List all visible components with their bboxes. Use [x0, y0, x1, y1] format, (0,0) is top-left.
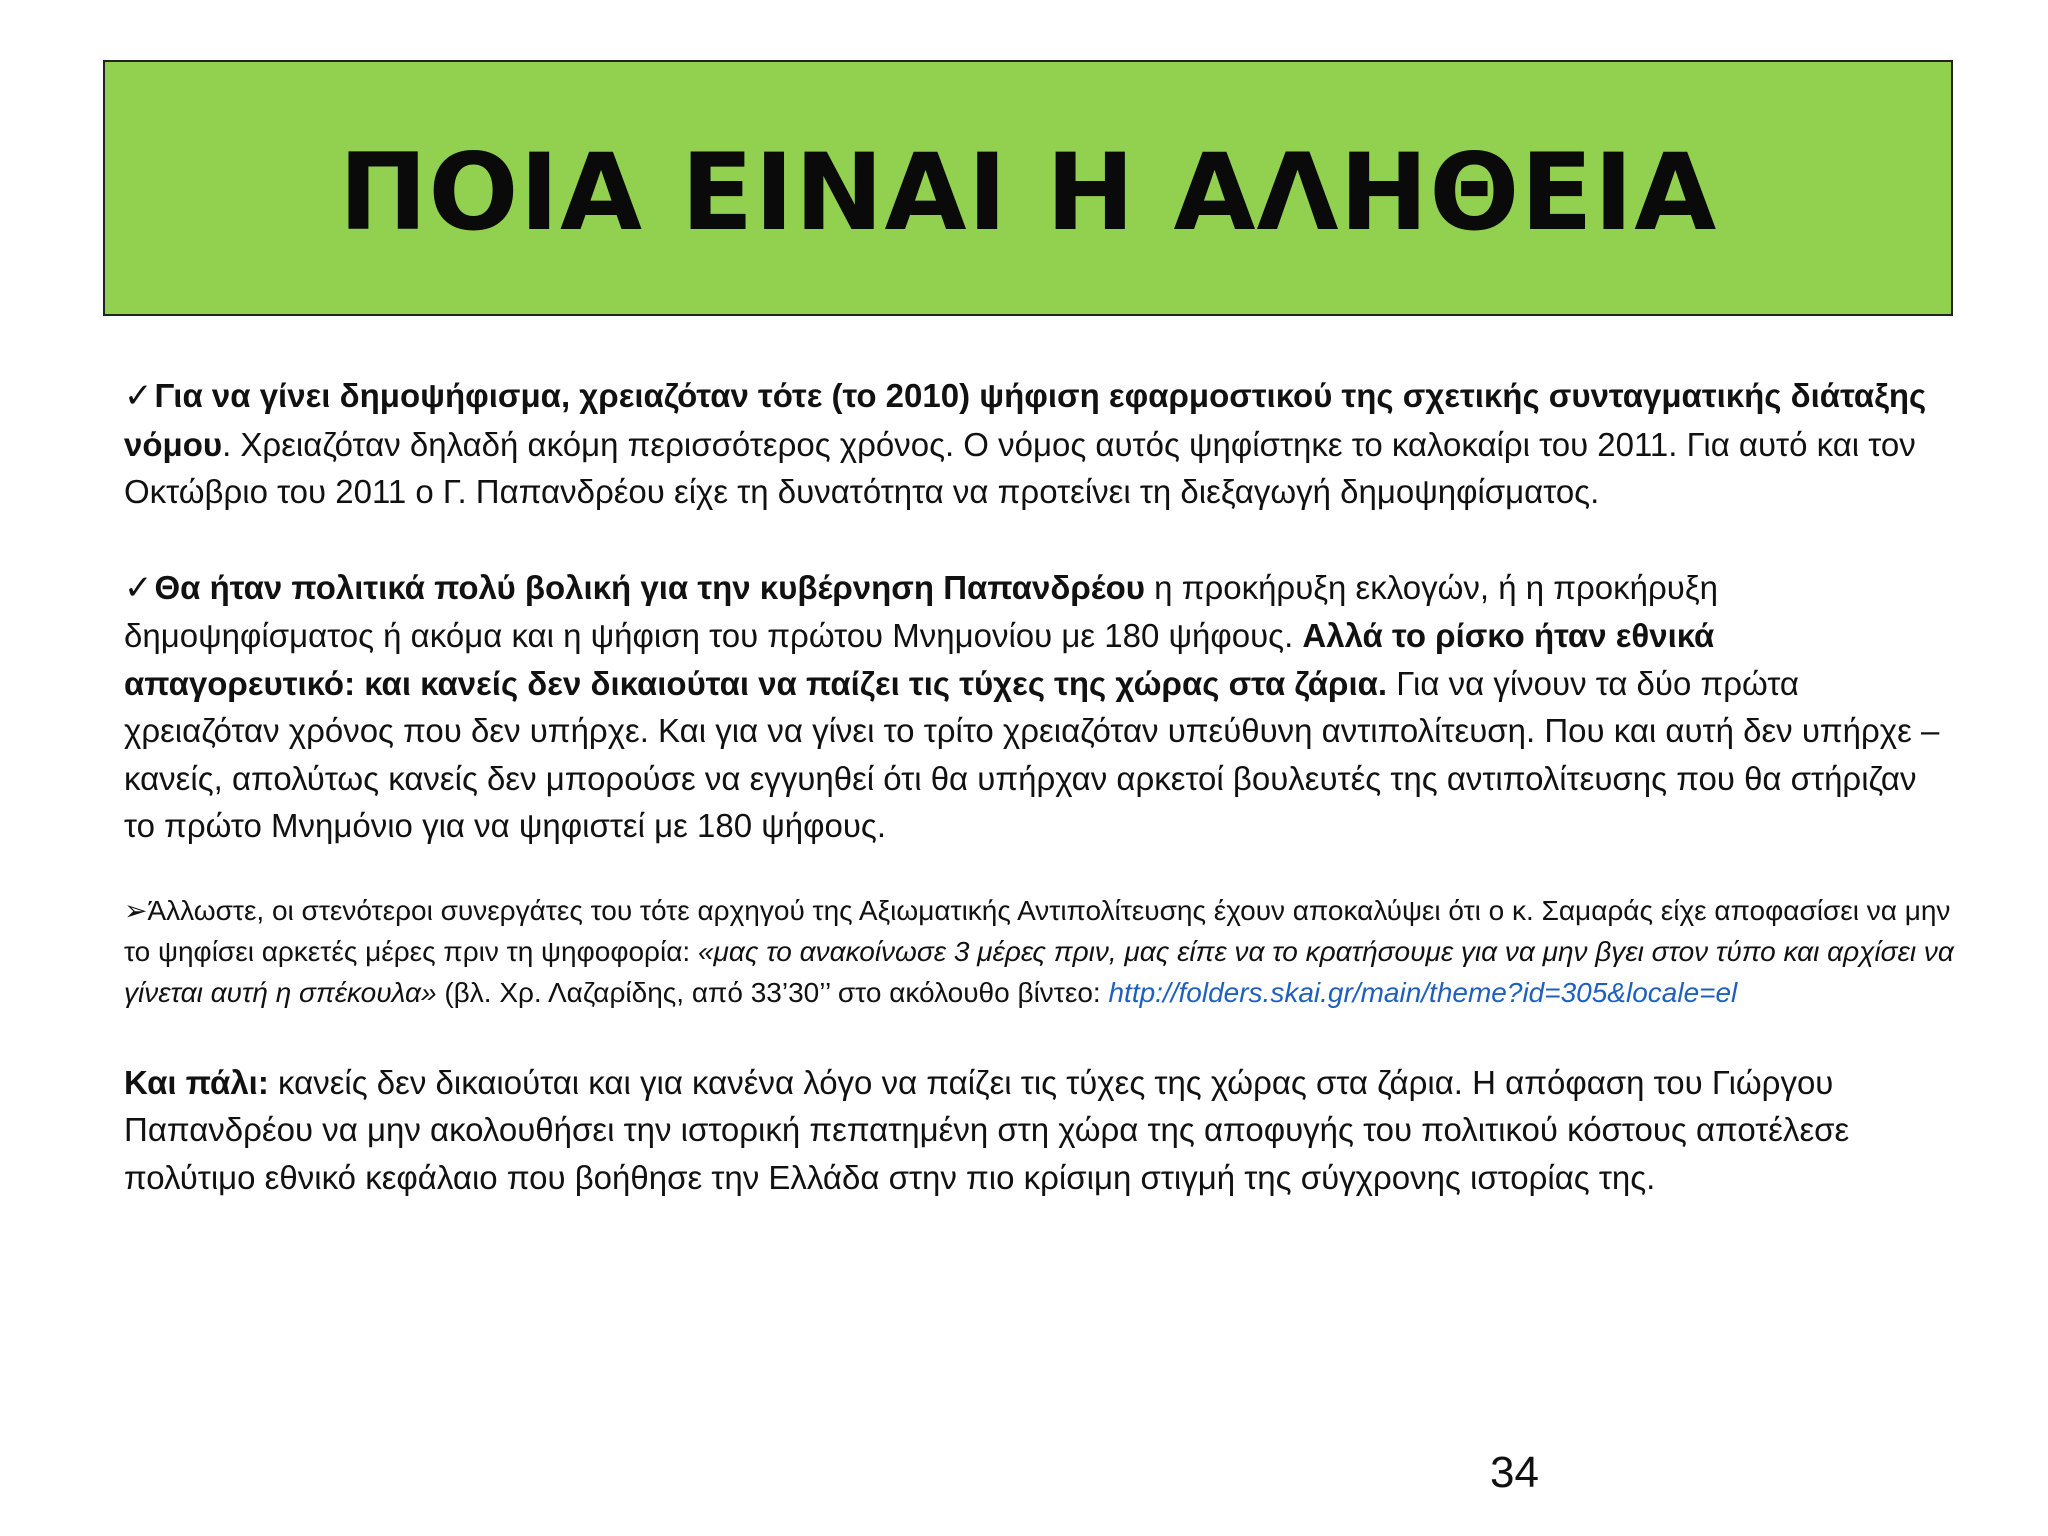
slide-title: ΠΟΙΑ ΕΙΝΑΙ Η ΑΛΗΘΕΙΑ — [338, 130, 1718, 254]
page-number: 34 — [1490, 1448, 1539, 1497]
p3-text-1: Άλλωστε, οι στενότεροι συνεργάτες του τότε αρχηγού της Αξιωματικής Αντιπολίτευσης έχουν αποκαλύψει ότι ο κ. Σαμαράς είχε αποφασίσει να μην το ψηφίσει αρκετές μέρες πριν τη ψηφοφορία: — [124, 894, 1951, 967]
paragraph-political-risk — [124, 564, 1954, 850]
p3-text-2: (βλ. Χρ. Λαζαρίδης, από 33’30’’ στο ακόλουθο βίντεο: — [436, 976, 1109, 1008]
paragraph-referendum-law — [124, 372, 1954, 516]
p4-text: κανείς δεν δικαιούται και για κανένα λόγο να παίζει τις τύχες της χώρας στα ζάρια. Η απόφαση του Γιώργου Παπανδρέου να μην ακολουθήσει την ιστορική πεπατημένη στη χώρα της αποφυγής του πολιτικού κόστους αποτέλεσε πολύτιμο εθνικό κεφάλαιο που βοήθησε την Ελλάδα στην πιο κρίσιμη στιγμή της σύγχρονης ιστορίας της. — [124, 1063, 1850, 1196]
p2-text-1: η προκήρυξη εκλογών, ή η προκήρυξη δημοψηφίσματος ή ακόμα και η ψήφιση του πρώτου Μνημονίου με 180 ψήφους. — [124, 568, 1718, 654]
arrow-bullet-icon: ➢ — [124, 894, 148, 926]
paragraph-samaras-note — [124, 890, 1954, 1013]
p1-text: . Χρειαζόταν δηλαδή ακόμη περισσότερος χρόνος. Ο νόμος αυτός ψηφίστηκε το καλοκαίρι του 2011. Για αυτό και τον Οκτώβριο του 2011 ο Γ. Παπανδρέου είχε τη δυνατότητα να προτείνει τη διεξαγωγή δημοψηφίσματος. — [124, 425, 1916, 510]
title-banner — [103, 60, 1953, 316]
paragraph-conclusion — [124, 1059, 1954, 1202]
p2-bold-1: Θα ήταν πολιτικά πολύ βολική για την κυβέρνηση Παπανδρέου — [154, 568, 1145, 606]
checkmark-icon: ✓ — [124, 568, 153, 607]
p3-quote: «μας το ανακοίνωσε 3 μέρες πριν, μας είπε να το κρατήσουμε για να μην βγει στον τύπο και αρχίσει να γίνεται αυτή η σπέκουλα» — [124, 935, 1954, 1008]
slide-content — [124, 372, 1954, 1201]
p2-text-2: Για να γίνουν τα δύο πρώτα χρειαζόταν χρόνος που δεν υπήρχε. Και για να γίνει το τρίτο χρειαζόταν υπεύθυνη αντιπολίτευση. Που και αυτή δεν υπήρχε – κανείς, απολύτως κανείς δεν μπορούσε να εγγυηθεί ότι θα υπήρχαν αρκετοί βουλευτές της αντιπολίτευσης που θα στήριζαν το πρώτο Μνημόνιο για να ψηφιστεί με 180 ψήφους. — [124, 664, 1940, 844]
video-link[interactable]: http://folders.skai.gr/main/theme?id=305&locale=el — [1108, 976, 1738, 1008]
checkmark-icon: ✓ — [124, 377, 153, 415]
p1-bold: Για να γίνει δημοψήφισμα, χρειαζόταν τότε (το 2010) ψήφιση εφαρμοστικού της σχετικής συνταγματικής διάταξης νόμου — [124, 377, 1927, 463]
p2-bold-2: Αλλά το ρίσκο ήταν εθνικά απαγορευτικό: και κανείς δεν δικαιούται να παίζει τις τύχες της χώρας στα ζάρια. — [124, 617, 1715, 702]
p4-bold: Και πάλι: — [124, 1063, 269, 1101]
